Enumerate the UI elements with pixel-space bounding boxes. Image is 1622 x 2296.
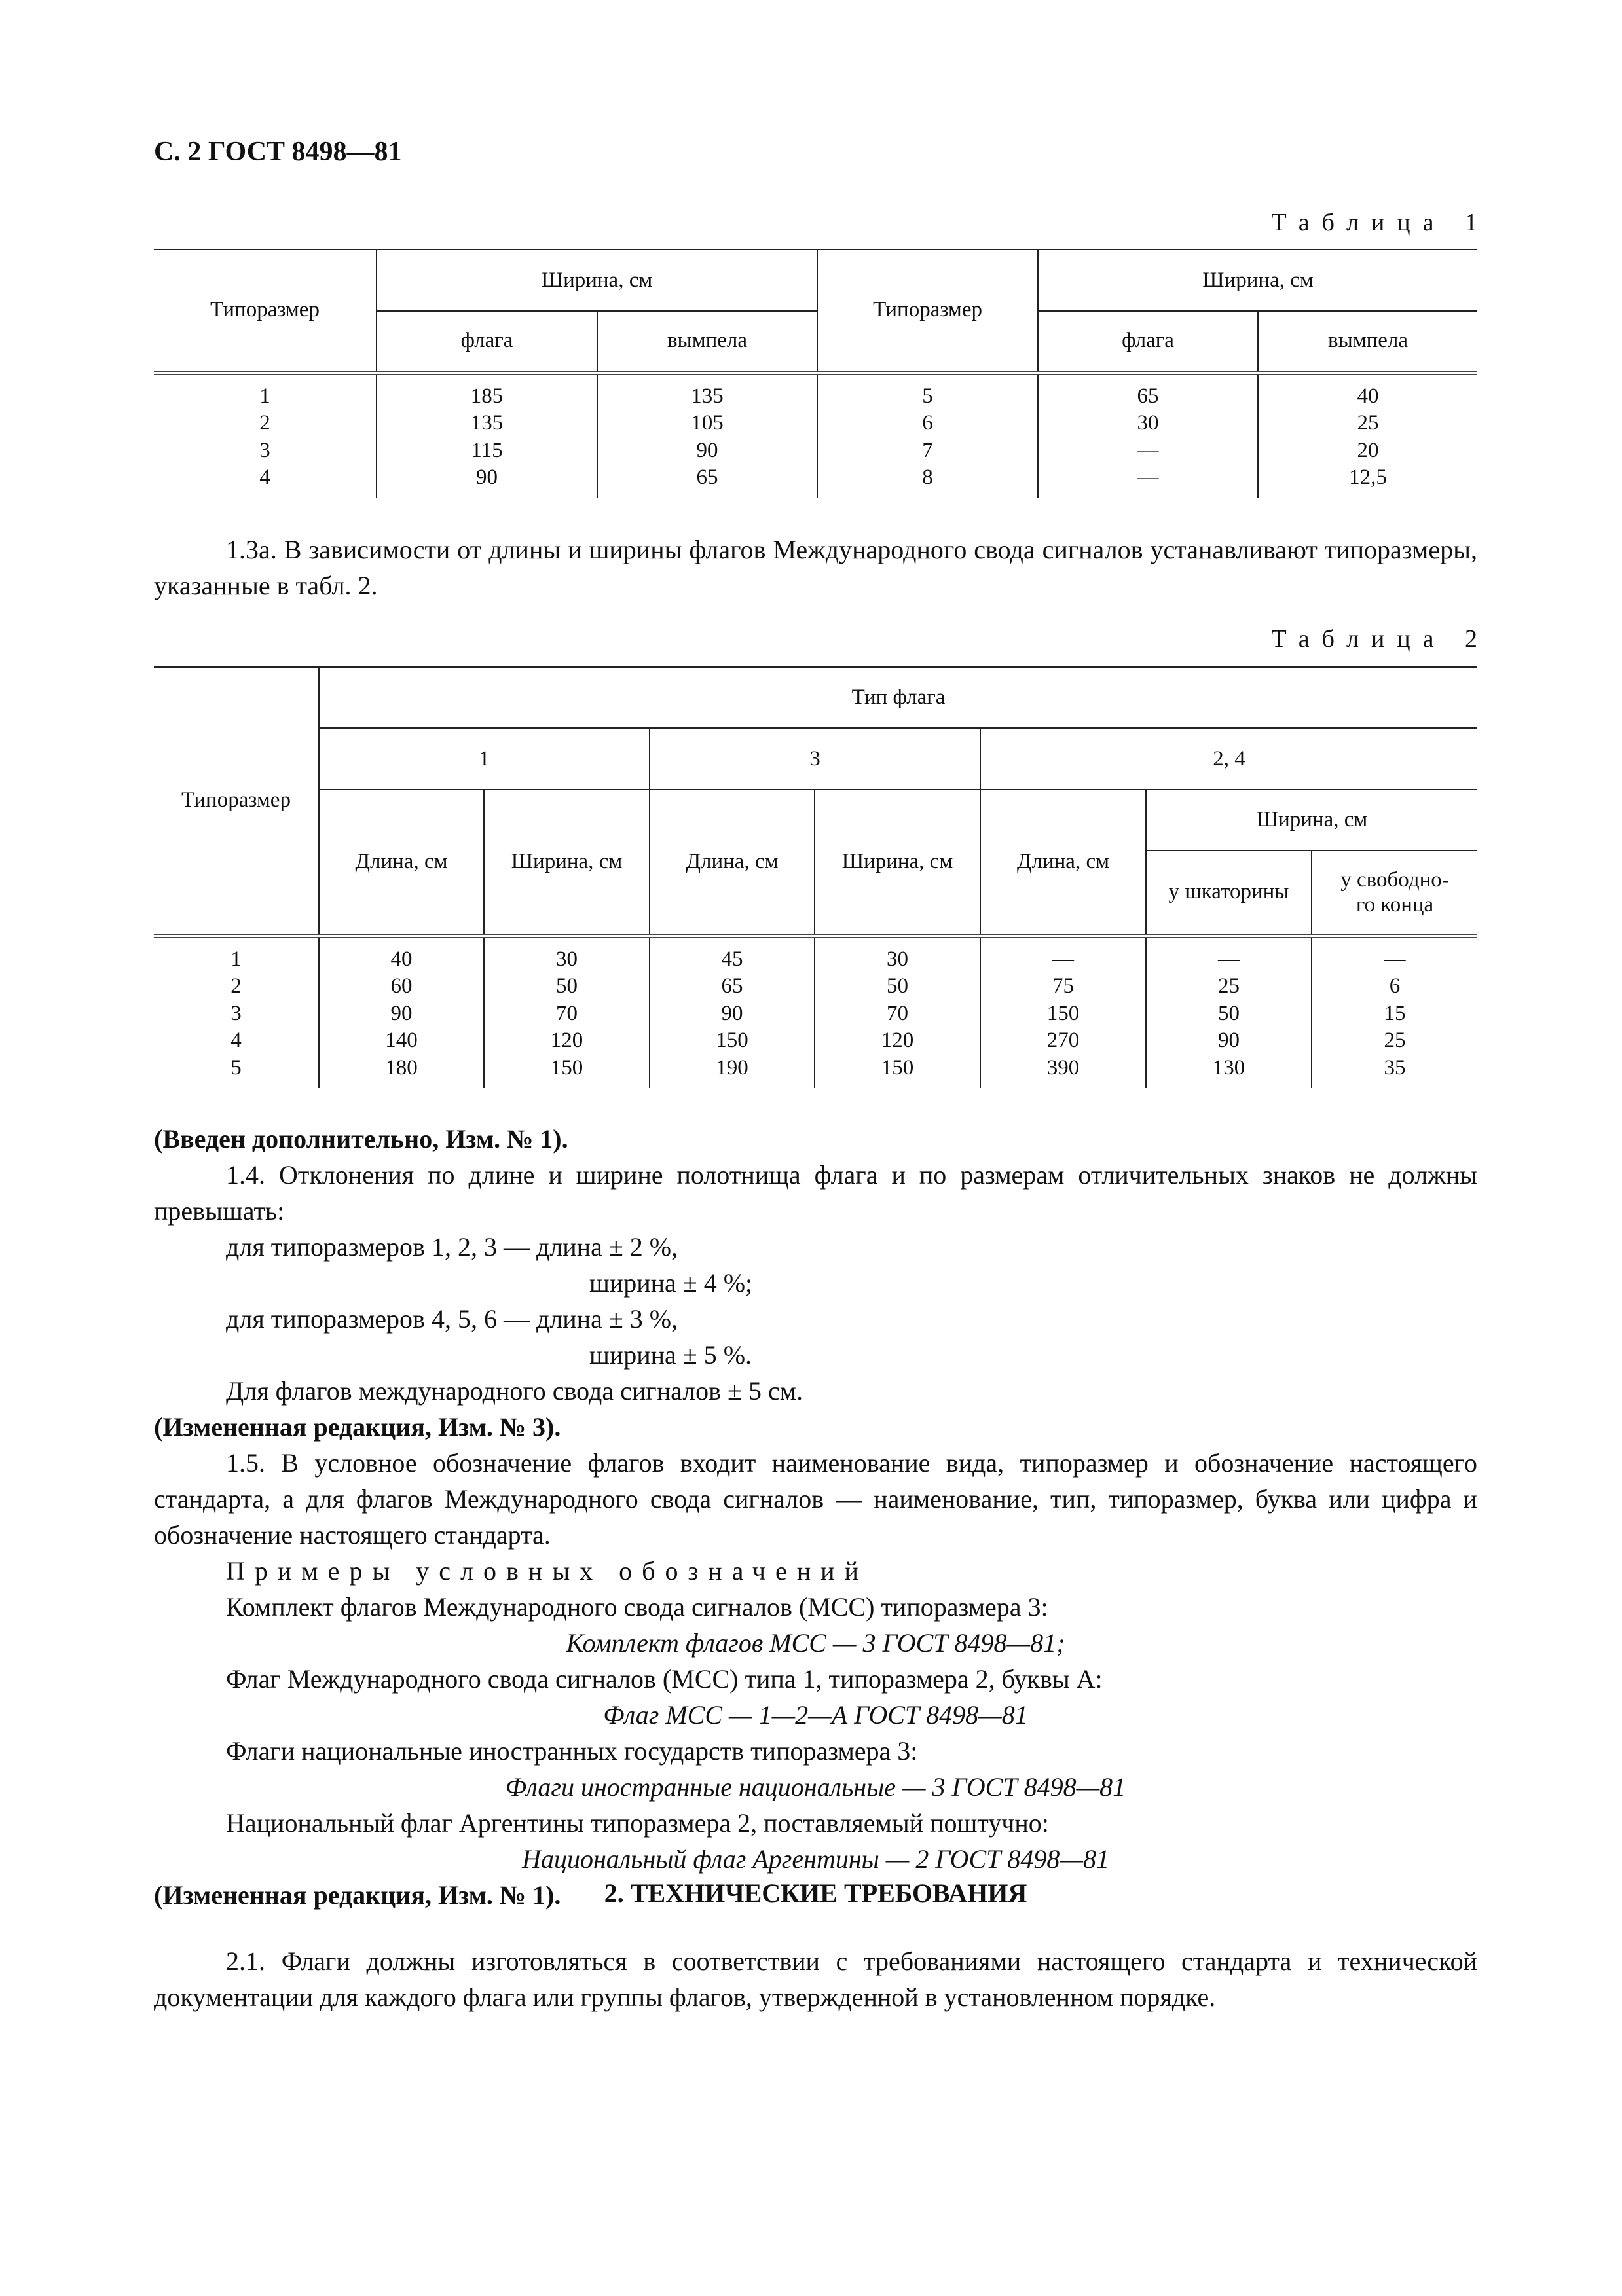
table1-col-size: 1 2 3 4 — [154, 373, 377, 498]
table2-col-t1-length: 40 60 90 140 180 — [319, 936, 484, 1088]
table2-header-t1-length: Длина, см — [319, 790, 484, 936]
examples-heading: Примеры условных обозначений — [226, 1556, 868, 1586]
table2-col-t3-width: 30 50 70 120 150 — [815, 936, 980, 1088]
page-header: С. 2 ГОСТ 8498—81 — [154, 137, 402, 167]
table2-header-luff: у шкаторины — [1146, 850, 1312, 936]
example-2-designation: Флаг МСС — 1—2—А ГОСТ 8498—81 — [603, 1700, 1028, 1730]
table1-header-pennant-right: вымпела — [1258, 311, 1477, 373]
table1-header-width: Ширина, см — [377, 249, 817, 311]
table2-header-t3-length: Длина, см — [650, 790, 815, 936]
example-1-designation: Комплект флагов МСС — 3 ГОСТ 8498—81; — [566, 1628, 1065, 1658]
table2-col-t3-length: 45 65 90 150 190 — [650, 936, 815, 1088]
table2-header-size: Типоразмер — [154, 667, 319, 936]
table1-header-width-right: Ширина, см — [1038, 249, 1477, 311]
example-1-text: Комплект флагов Международного свода сигналов (МСС) типоразмера 3: — [226, 1592, 1048, 1622]
table1-col-size-right: 5 6 7 8 — [817, 373, 1038, 498]
table1-col-flag-right: 65 30 — — — [1038, 373, 1258, 498]
tolerance-mss: Для флагов международного свода сигналов ± 5 см. — [226, 1376, 803, 1406]
example-4-text: Национальный флаг Аргентины типоразмера 2, поставляемый поштучно: — [226, 1808, 1049, 1838]
table2-header-t24-length: Длина, см — [980, 790, 1146, 936]
example-2-text: Флаг Международного свода сигналов (МСС) типа 1, типоразмера 2, буквы А: — [226, 1664, 1103, 1694]
table1-caption: Таблица 1 — [1271, 209, 1490, 236]
table2-header-type1: 1 — [319, 728, 650, 790]
table2-header-type3: 3 — [650, 728, 980, 790]
table2-header-t1-width: Ширина, см — [484, 790, 650, 936]
tolerance-456-length: для типоразмеров 4, 5, 6 — длина ± 3 %, — [226, 1304, 678, 1334]
paragraph-1-3a: 1.3а. В зависимости от длины и ширины флагов Международного свода сигналов устанавливают типоразмеры, указанные в табл. 2. — [154, 535, 1477, 600]
table1-header-flag-right: флага — [1038, 311, 1258, 373]
tolerance-123-width: ширина ± 4 %; — [589, 1268, 753, 1298]
tolerance-456-width: ширина ± 5 %. — [589, 1340, 752, 1370]
tolerance-123-length: для типоразмеров 1, 2, 3 — длина ± 2 %, — [226, 1232, 678, 1262]
paragraph-2-1: 2.1. Флаги должны изготовляться в соответствии с требованиями настоящего стандарта и технической документации для каждого флага или группы флагов, утвержденной в установленном порядке. — [154, 1946, 1477, 2012]
example-3-designation: Флаги иностранные национальные — 3 ГОСТ 8498—81 — [505, 1772, 1126, 1802]
table1-header-flag: флага — [377, 311, 597, 373]
note-amendment-1: (Введен дополнительно, Изм. № 1). — [154, 1124, 568, 1154]
example-3-text: Флаги национальные иностранных государств типоразмера 3: — [226, 1736, 918, 1766]
table2-header-type: Тип флага — [319, 667, 1477, 728]
table2-header-type24: 2, 4 — [980, 728, 1477, 790]
table2 — [154, 666, 1477, 1088]
table2-col-t1-width: 30 50 70 120 150 — [484, 936, 650, 1088]
table1-header-size-right: Типоразмер — [817, 249, 1038, 373]
table1-header-pennant: вымпела — [597, 311, 817, 373]
example-4-designation: Национальный флаг Аргентины — 2 ГОСТ 8498—81 — [522, 1844, 1109, 1874]
paragraph-1-5: 1.5. В условное обозначение флагов входит наименование вида, типоразмер и обозначение настоящего стандарта, а для флагов Международного свода сигналов — наименование, тип, типоразмер, буква или цифра и обозначение настоящего стандарта. — [154, 1448, 1477, 1550]
section-2-title: 2. ТЕХНИЧЕСКИЕ ТРЕБОВАНИЯ — [604, 1878, 1027, 1908]
table1-col-pennant: 135 105 90 65 — [597, 373, 817, 498]
note-amendment-1b: (Измененная редакция, Изм. № 1). — [154, 1880, 561, 1910]
table2-header-t3-width: Ширина, см — [815, 790, 980, 936]
table2-header-t24-width: Ширина, см — [1146, 790, 1477, 850]
body-text — [154, 1121, 1477, 1913]
table1-col-pennant-right: 40 25 20 12,5 — [1258, 373, 1477, 498]
table1 — [154, 249, 1477, 498]
table2-col-size: 1 2 3 4 5 — [154, 936, 319, 1088]
table1-col-flag: 185 135 115 90 — [377, 373, 597, 498]
table2-caption: Таблица 2 — [1271, 625, 1490, 653]
paragraph-1-4: 1.4. Отклонения по длине и ширине полотнища флага и по размерам отличительных знаков не должны превышать: — [154, 1160, 1477, 1226]
table2-col-t24-free: — 6 15 25 35 — [1312, 936, 1477, 1088]
table2-col-t24-luff: — 25 50 90 130 — [1146, 936, 1312, 1088]
table2-col-t24-length: — 75 150 270 390 — [980, 936, 1146, 1088]
table2-header-free-end: у свободно- го конца — [1340, 867, 1449, 917]
table1-header-size: Типоразмер — [154, 249, 377, 373]
note-amendment-3: (Измененная редакция, Изм. № 3). — [154, 1412, 561, 1442]
